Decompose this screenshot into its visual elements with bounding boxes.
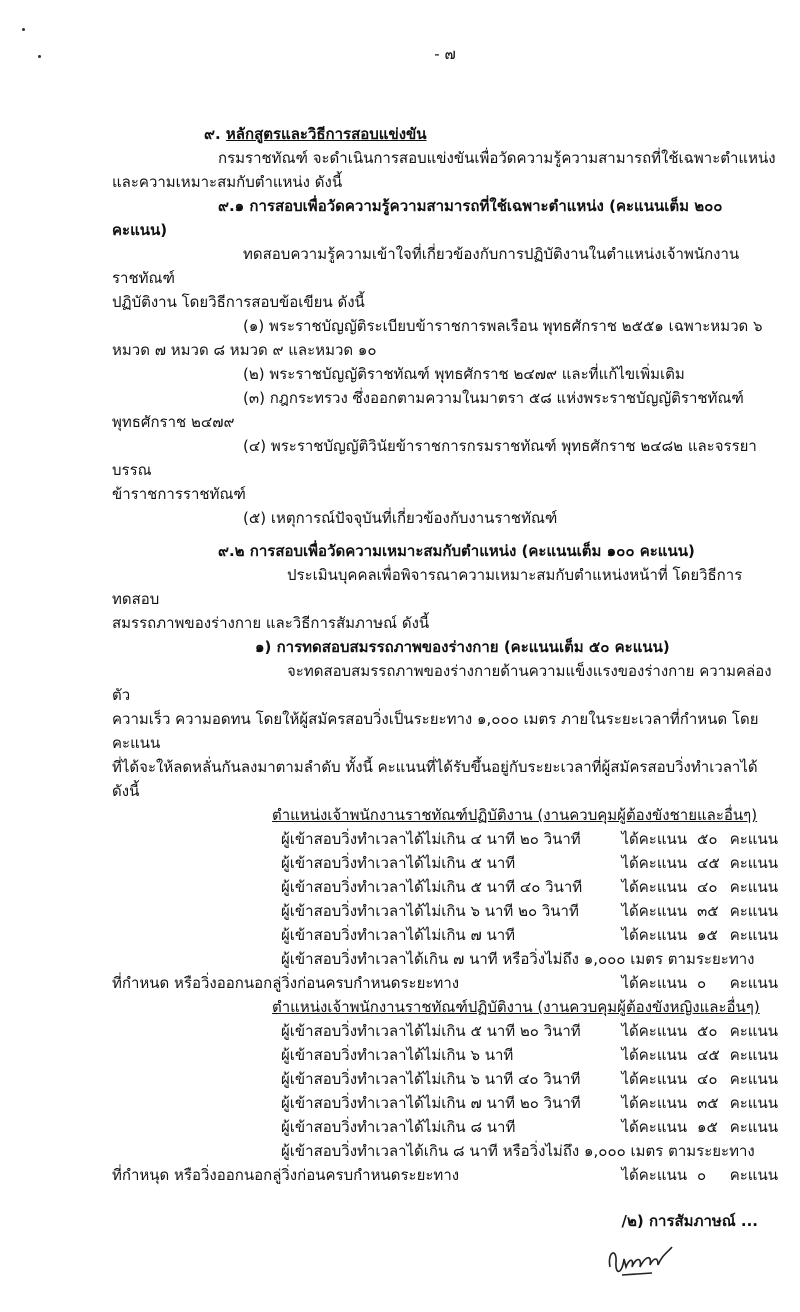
score-unit: คะแนน	[729, 1166, 778, 1184]
score-value: ๕๐	[697, 1022, 718, 1040]
list-item-cont: พุทธศักราช ๒๔๗๙	[112, 413, 235, 431]
section-9-number: ๙.	[204, 125, 221, 143]
score-label: ได้คะแนน	[621, 1022, 687, 1040]
score-label: ได้คะแนน	[621, 974, 687, 992]
signature-initials	[602, 1237, 692, 1282]
section-9-heading	[112, 122, 778, 146]
score-table-female	[112, 1019, 778, 1187]
time-criterion: ผู้เข้าสอบวิ่งทำเวลาได้ไม่เกิน ๗ นาที	[281, 926, 516, 944]
score-label: ได้คะแนน	[621, 878, 687, 896]
score-value: ๓๕	[697, 902, 719, 920]
paragraph: ประเมินบุคคลเพื่อพิจารณาความเหมาะสมกับตำแหน่งหน้าที่ โดยวิธีการทดสอบ	[112, 566, 743, 608]
time-criterion: ผู้เข้าสอบวิ่งทำเวลาได้ไม่เกิน ๖ นาที ๒๐ วินาที	[281, 902, 579, 920]
group-heading-male: ตำแหน่งเจ้าพนักงานราชทัณฑ์ปฏิบัติงาน (งานควบคุมผู้ต้องขังชายและอื่นๆ)	[272, 806, 758, 824]
physical-test-heading: ๑) การทดสอบสมรรถภาพของร่างกาย (คะแนนเต็ม ๕๐ คะแนน)	[255, 638, 670, 656]
list-item: (๑) พระราชบัญญัติระเบียบข้าราชการพลเรือน พุทธศักราช ๒๕๕๑ เฉพาะหมวด ๖	[243, 317, 763, 335]
paragraph: จะทดสอบสมรรถภาพของร่างกายด้านความแข็งแรงของร่างกาย ความคล่องตัว	[112, 662, 772, 704]
score-unit: คะแนน	[729, 1070, 778, 1088]
list-item: (๔) พระราชบัญญัติวินัยข้าราชการกรมราชทัณฑ์ พุทธศักราช ๒๔๘๒ และจรรยาบรรณ	[112, 437, 757, 479]
score-unit: คะแนน	[729, 926, 778, 944]
score-unit: คะแนน	[729, 1118, 778, 1136]
score-value: ๑๕	[697, 1118, 718, 1136]
score-value: ๑๕	[697, 926, 718, 944]
score-label: ได้คะแนน	[621, 1166, 687, 1184]
paragraph: สมรรถภาพของร่างกาย และวิธีการสัมภาษณ์ ดังนี้	[112, 614, 430, 632]
score-value: ๔๕	[697, 1046, 720, 1064]
time-criterion: ผู้เข้าสอบวิ่งทำเวลาได้ไม่เกิน ๗ นาที ๒๐ วินาที	[281, 1094, 581, 1112]
paragraph: ที่ได้จะให้ลดหลั่นกันลงมาตามลำดับ ทั้งนี้ คะแนนที่ได้รับขึ้นอยู่กับระยะเวลาที่ผู้สมัครสอบวิ่งทำเวลาได้ ดังนี้	[112, 758, 758, 800]
paragraph: ความเร็ว ความอดทน โดยให้ผู้สมัครสอบวิ่งเป็นระยะทาง ๑,๐๐๐ เมตร ภายในระยะเวลาที่กำหนด โดยคะแนน	[112, 710, 759, 752]
score-value: ๔๕	[697, 854, 720, 872]
time-criterion: ผู้เข้าสอบวิ่งทำเวลาได้ไม่เกิน ๖ นาที	[281, 1046, 514, 1064]
time-criterion: ผู้เข้าสอบวิ่งทำเวลาได้ไม่เกิน ๕ นาที ๒๐ วินาที	[281, 1022, 581, 1040]
score-unit: คะแนน	[729, 830, 778, 848]
score-value: ๔๐	[697, 878, 718, 896]
score-label: ได้คะแนน	[621, 1118, 687, 1136]
score-label: ได้คะแนน	[621, 830, 687, 848]
paragraph: กรมราชทัณฑ์ จะดำเนินการสอบแข่งขันเพื่อวัดความรู้ความสามารถที่ใช้เฉพาะตำแหน่ง	[218, 149, 776, 167]
fail-criterion: ผู้เข้าสอบวิ่งทำเวลาได้เกิน ๘ นาที หรือวิ่งไม่ถึง ๑,๐๐๐ เมตร ตามระยะทาง	[281, 1142, 755, 1160]
score-value: ๐	[697, 974, 707, 992]
score-label: ได้คะแนน	[621, 1070, 687, 1088]
score-label: ได้คะแนน	[621, 1046, 687, 1064]
fail-criterion-cont: ที่กำหนุด หรือวิ่งออกนอกลู่วิ่งก่อนครบกำหนดระยะทาง	[112, 1166, 460, 1184]
score-label: ได้คะแนน	[621, 926, 687, 944]
score-value: ๓๕	[697, 1094, 719, 1112]
list-item: (๕) เหตุการณ์ปัจจุบันที่เกี่ยวข้องกับงานราชทัณฑ์	[243, 509, 558, 527]
continuation-note: /๒) การสัมภาษณ์ ...	[621, 1212, 758, 1230]
score-table-male	[112, 827, 778, 995]
score-label: ได้คะแนน	[621, 1094, 687, 1112]
section-9-2-heading: ๙.๒ การสอบเพื่อวัดความเหมาะสมกับตำแหน่ง (คะแนนเต็ม ๑๐๐ คะแนน)	[218, 542, 695, 560]
score-unit: คะแนน	[729, 974, 778, 992]
list-item-cont: ข้าราชการราชทัณฑ์	[112, 485, 246, 503]
score-unit: คะแนน	[729, 854, 778, 872]
page-number: - ๗	[434, 45, 456, 63]
fail-criterion: ผู้เข้าสอบวิ่งทำเวลาได้เกิน ๗ นาที หรือวิ่งไม่ถึง ๑,๐๐๐ เมตร ตามระยะทาง	[281, 950, 755, 968]
time-criterion: ผู้เข้าสอบวิ่งทำเวลาได้ไม่เกิน ๕ นาที ๔๐ วินาที	[281, 878, 583, 896]
group-heading-female: ตำแหน่งเจ้าพนักงานราชทัณฑ์ปฏิบัติงาน (งานควบคุมผู้ต้องขังหญิงและอื่นๆ)	[272, 998, 760, 1016]
score-unit: คะแนน	[729, 878, 778, 896]
time-criterion: ผู้เข้าสอบวิ่งทำเวลาได้ไม่เกิน ๔ นาที ๒๐ วินาที	[281, 830, 581, 848]
score-unit: คะแนน	[729, 1046, 778, 1064]
score-unit: คะแนน	[729, 902, 778, 920]
time-criterion: ผู้เข้าสอบวิ่งทำเวลาได้ไม่เกิน ๘ นาที	[281, 1118, 516, 1136]
score-unit: คะแนน	[729, 1022, 778, 1040]
paragraph: ปฏิบัติงาน โดยวิธีการสอบข้อเขียน ดังนี้	[112, 293, 365, 311]
paragraph: ทดสอบความรู้ความเข้าใจที่เกี่ยวข้องกับการปฏิบัติงานในตำแหน่งเจ้าพนักงานราชทัณฑ์	[112, 245, 740, 287]
score-label: ได้คะแนน	[621, 902, 687, 920]
list-item: (๒) พระราชบัญญัติราชทัณฑ์ พุทธศักราช ๒๔๗๙ และที่แก้ไขเพิ่มเติม	[243, 365, 685, 383]
section-9-title: หลักสูตรและวิธีการสอบแข่งขัน	[225, 125, 427, 143]
paragraph: และความเหมาะสมกับตำแหน่ง ดังนี้	[112, 173, 343, 191]
score-unit: คะแนน	[729, 1094, 778, 1112]
section-9-1-heading: ๙.๑ การสอบเพื่อวัดความรู้ความสามารถที่ใช้เฉพาะตำแหน่ง (คะแนนเต็ม ๒๐๐ คะแนน)	[112, 197, 723, 239]
score-label: ได้คะแนน	[621, 854, 687, 872]
fail-criterion-cont: ที่กำหนด หรือวิ่งออกนอกลู่วิ่งก่อนครบกำหนดระยะทาง	[112, 974, 460, 992]
time-criterion: ผู้เข้าสอบวิ่งทำเวลาได้ไม่เกิน ๕ นาที	[281, 854, 516, 872]
list-item: (๓) กฎกระทรวง ซึ่งออกตามความในมาตรา ๕๘ แห่งพระราชบัญญัติราชทัณฑ์	[243, 389, 744, 407]
time-criterion: ผู้เข้าสอบวิ่งทำเวลาได้ไม่เกิน ๖ นาที ๔๐ วินาที	[281, 1070, 581, 1088]
list-item-cont: หมวด ๗ หมวด ๘ หมวด ๙ และหมวด ๑๐	[112, 341, 377, 359]
score-value: ๕๐	[697, 830, 718, 848]
score-value: ๐	[697, 1166, 707, 1184]
score-value: ๔๐	[697, 1070, 718, 1088]
